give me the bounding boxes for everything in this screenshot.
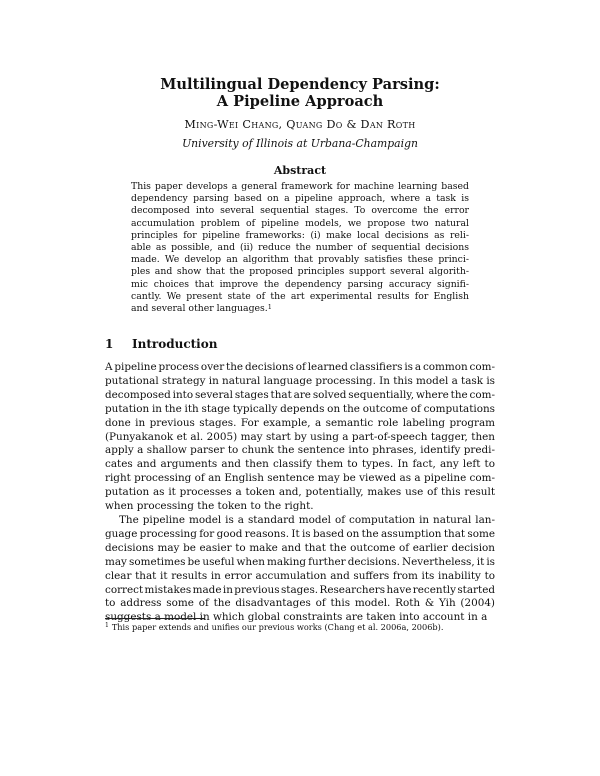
affiliation: University of Illinois at Urbana-Champaign — [182, 137, 418, 150]
paragraph-line: guage processing for good reasons. It is based on the assumption that some — [105, 527, 495, 540]
paper-title — [0, 76, 600, 110]
paragraph-line: may sometimes be useful when making further decisions. Nevertheless, it is — [105, 555, 495, 568]
abstract-line: mic choices that improve the dependency parsing accuracy signifi- — [131, 278, 469, 290]
introduction-body — [105, 361, 495, 625]
paragraph-line: to address some of the disadvantages of this model. Roth & Yih (2004) — [105, 597, 495, 610]
abstract-line: principles for pipeline frameworks: (i) make local decisions as reli- — [131, 229, 469, 241]
paragraph-line: decomposed into several stages that are solved sequentially, where the com- — [105, 388, 495, 401]
title-line-1: Multilingual Dependency Parsing: — [160, 76, 440, 93]
paragraph-line: correct mistakes made in previous stages. Researchers have recently started — [105, 583, 495, 596]
abstract-line: cantly. We present state of the art experimental results for English — [131, 290, 469, 302]
footnote — [105, 622, 443, 632]
authors: Ming-Wei Chang, Quang Do & Dan Roth — [184, 118, 416, 131]
footnote-text: This paper extends and unifies our previous works (Chang et al. 2006a, 2006b). — [111, 622, 444, 632]
abstract-line: This paper develops a general framework for machine learning based — [131, 181, 469, 192]
footnote-mark: 1 — [105, 622, 109, 629]
abstract-line: made. We develop an algorithm that provably satisfies these princi- — [131, 254, 469, 266]
abstract-line: and several other languages.$^1$ — [131, 303, 272, 315]
paragraph-line: clear that it results in error accumulation and suffers from its inability to — [105, 569, 495, 582]
paragraph-line: putational strategy in natural language processing. In this model a task is — [105, 374, 495, 387]
abstract-line: accumulation problem of pipeline models, we propose two natural — [131, 217, 469, 229]
paragraph-line: A pipeline process over the decisions of learned classifiers is a common com- — [105, 361, 495, 373]
footnote-rule — [105, 618, 205, 619]
title-line-2: A Pipeline Approach — [216, 93, 384, 110]
abstract-footnote-mark: 1 — [267, 303, 272, 312]
abstract-line: dependency parsing based on a pipeline approach, where a task is — [131, 193, 469, 205]
paragraph-line: apply a shallow parser to chunk the sentence into phrases, identify predi- — [105, 444, 495, 457]
paragraph-line: putation as it processes a token and, potentially, makes use of this result — [105, 486, 495, 499]
section-number: 1 — [105, 337, 114, 351]
section-heading-introduction — [105, 337, 217, 351]
abstract-line: able as possible, and (ii) reduce the number of sequential decisions — [131, 242, 469, 254]
paragraph-line: when processing the token to the right. — [105, 500, 314, 513]
abstract-body — [131, 181, 469, 315]
paragraph-line: decisions may be easier to make and that the outcome of earlier decision — [105, 541, 495, 554]
paragraph-line: The pipeline model is a standard model of computation in natural lan- — [119, 513, 495, 526]
paragraph-line: suggests a model in which global constraints are taken into account in a — [105, 611, 488, 624]
section-title: Introduction — [132, 337, 218, 351]
paragraph-line: done in previous stages. For example, a semantic role labeling program — [105, 416, 495, 429]
paragraph-line: right processing of an English sentence may be viewed as a pipeline com- — [105, 472, 495, 485]
abstract-heading: Abstract — [273, 164, 327, 177]
paragraph-line: cates and arguments and then classify them to types. In fact, any left to — [105, 458, 495, 471]
abstract-line: ples and show that the proposed principles support several algorith- — [131, 266, 469, 278]
paragraph-line: (Punyakanok et al. 2005) may start by using a part-of-speech tagger, then — [105, 430, 495, 443]
abstract-line: decomposed into several sequential stages. To overcome the error — [131, 205, 469, 217]
paragraph-line: putation in the ith stage typically depends on the outcome of computations — [105, 402, 495, 415]
